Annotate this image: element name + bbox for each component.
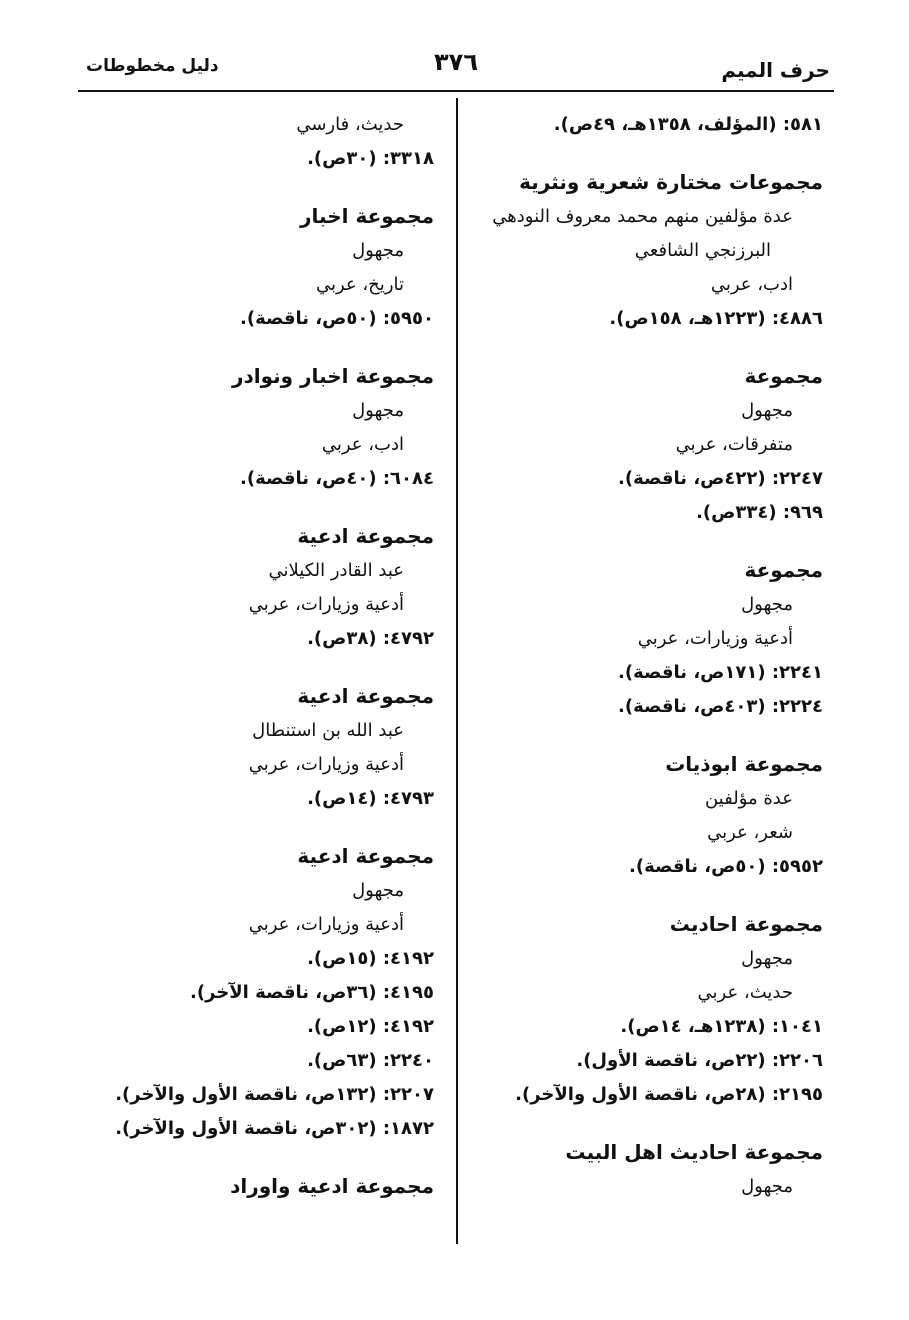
reference-line: ٢٢٤١: (١٧١ص، ناقصة). bbox=[618, 662, 823, 683]
entry-title: مجموعة ادعية bbox=[297, 844, 434, 868]
reference-line: ٤٧٩٢: (٣٨ص). bbox=[307, 628, 434, 649]
entry-title: مجموعة احاديث اهل البيت bbox=[565, 1140, 823, 1164]
entry-subject: شعر، عربي bbox=[707, 822, 793, 843]
page-number: ٣٧٦ bbox=[434, 48, 478, 76]
entry-title: مجموعة ادعية bbox=[297, 684, 434, 708]
reference-line: ٥٩٥٠: (٥٠ص، ناقصة). bbox=[240, 308, 434, 329]
reference-line: ٦٠٨٤: (٤٠ص، ناقصة). bbox=[240, 468, 434, 489]
right-column bbox=[477, 108, 823, 1227]
reference-line: ٢٢٤٧: (٤٢٢ص، ناقصة). bbox=[618, 468, 823, 489]
left-column bbox=[109, 108, 434, 1227]
reference-line: ٢٢٢٤: (٤٠٣ص، ناقصة). bbox=[618, 696, 823, 717]
entry-subject: أدعية وزيارات، عربي bbox=[248, 594, 404, 615]
entry bbox=[109, 108, 434, 176]
entry-subject: حديث، عربي bbox=[697, 982, 793, 1003]
reference-line: ٣٣١٨: (٣٠ص). bbox=[307, 148, 434, 169]
entry-author: مجهول bbox=[352, 880, 404, 901]
entry-subject: حديث، فارسي bbox=[296, 114, 404, 135]
entry-subject: أدعية وزيارات، عربي bbox=[248, 754, 404, 775]
entry-title: مجموعة bbox=[744, 364, 823, 388]
entry-subject: متفرقات، عربي bbox=[675, 434, 793, 455]
entry-author: عبد القادر الكيلاني bbox=[268, 560, 404, 581]
reference-line: ٤٧٩٣: (١٤ص). bbox=[307, 788, 434, 809]
entry-author: مجهول bbox=[352, 240, 404, 261]
reference-line: ٢٢٤٠: (٦٣ص). bbox=[307, 1050, 434, 1071]
entry bbox=[477, 747, 823, 884]
page-header bbox=[78, 40, 834, 92]
entry-subject: ادب، عربي bbox=[321, 434, 404, 455]
entry bbox=[477, 553, 823, 724]
entry-title: مجموعة ادعية bbox=[297, 524, 434, 548]
entry-author-continued: البرزنجي الشافعي bbox=[634, 240, 771, 261]
reference-line: ٥٩٥٢: (٥٠ص، ناقصة). bbox=[629, 856, 823, 877]
book-title: دليل مخطوطات bbox=[86, 56, 219, 76]
entry-author: مجهول bbox=[741, 948, 793, 969]
reference-line: ١٨٧٢: (٣٠٢ص، ناقصة الأول والآخر). bbox=[115, 1118, 434, 1139]
entry bbox=[109, 839, 434, 1146]
entry-title: مجموعة اخبار bbox=[300, 204, 434, 228]
entry-subject: أدعية وزيارات، عربي bbox=[248, 914, 404, 935]
entry bbox=[109, 1169, 434, 1204]
entry-author: مجهول bbox=[352, 400, 404, 421]
entry-subject: ادب، عربي bbox=[710, 274, 793, 295]
entry-title: مجموعة احاديث bbox=[669, 912, 823, 936]
reference-line: ٤١٩٥: (٣٦ص، ناقصة الآخر). bbox=[190, 982, 434, 1003]
entry-title: مجموعة ابوذيات bbox=[665, 752, 823, 776]
entry-title: مجموعات مختارة شعرية ونثرية bbox=[519, 170, 823, 194]
reference-line: ٤١٩٢: (١٢ص). bbox=[307, 1016, 434, 1037]
entry bbox=[109, 199, 434, 336]
reference-line: ٥٨١: (المؤلف، ١٣٥٨هـ، ٤٩ص). bbox=[553, 114, 823, 135]
column-divider bbox=[456, 98, 458, 1244]
entry bbox=[109, 359, 434, 496]
entry-title: مجموعة bbox=[744, 558, 823, 582]
entry-author: عدة مؤلفين bbox=[704, 788, 793, 809]
reference-line: ٢١٩٥: (٢٨ص، ناقصة الأول والآخر). bbox=[515, 1084, 823, 1105]
entry-author: عدة مؤلفين منهم محمد معروف النودهي bbox=[492, 206, 793, 227]
reference-line: ٢٢٠٦: (٢٢ص، ناقصة الأول). bbox=[576, 1050, 823, 1071]
entry-subject: تاريخ، عربي bbox=[315, 274, 404, 295]
entry bbox=[477, 165, 823, 336]
entry bbox=[477, 108, 823, 142]
section-title: حرف الميم bbox=[721, 58, 830, 82]
entry bbox=[477, 907, 823, 1112]
entry-author: عبد الله بن استنطال bbox=[252, 720, 404, 741]
reference-line: ٤١٩٢: (١٥ص). bbox=[307, 948, 434, 969]
entry-author: مجهول bbox=[741, 594, 793, 615]
reference-line: ٢٢٠٧: (١٣٢ص، ناقصة الأول والآخر). bbox=[115, 1084, 434, 1105]
entry bbox=[109, 679, 434, 816]
entry-title: مجموعة اخبار ونوادر bbox=[231, 364, 434, 388]
entry bbox=[109, 519, 434, 656]
reference-line: ٤٨٨٦: (١٢٢٣هـ، ١٥٨ص). bbox=[609, 308, 823, 329]
entry-title: مجموعة ادعية واوراد bbox=[230, 1174, 434, 1198]
entry-subject: أدعية وزيارات، عربي bbox=[637, 628, 793, 649]
entry-author: مجهول bbox=[741, 1176, 793, 1197]
entry bbox=[477, 359, 823, 530]
entry-author: مجهول bbox=[741, 400, 793, 421]
reference-line: ٩٦٩: (٣٣٤ص). bbox=[696, 502, 823, 523]
entry bbox=[477, 1135, 823, 1204]
reference-line: ١٠٤١: (١٢٣٨هـ، ١٤ص). bbox=[620, 1016, 823, 1037]
